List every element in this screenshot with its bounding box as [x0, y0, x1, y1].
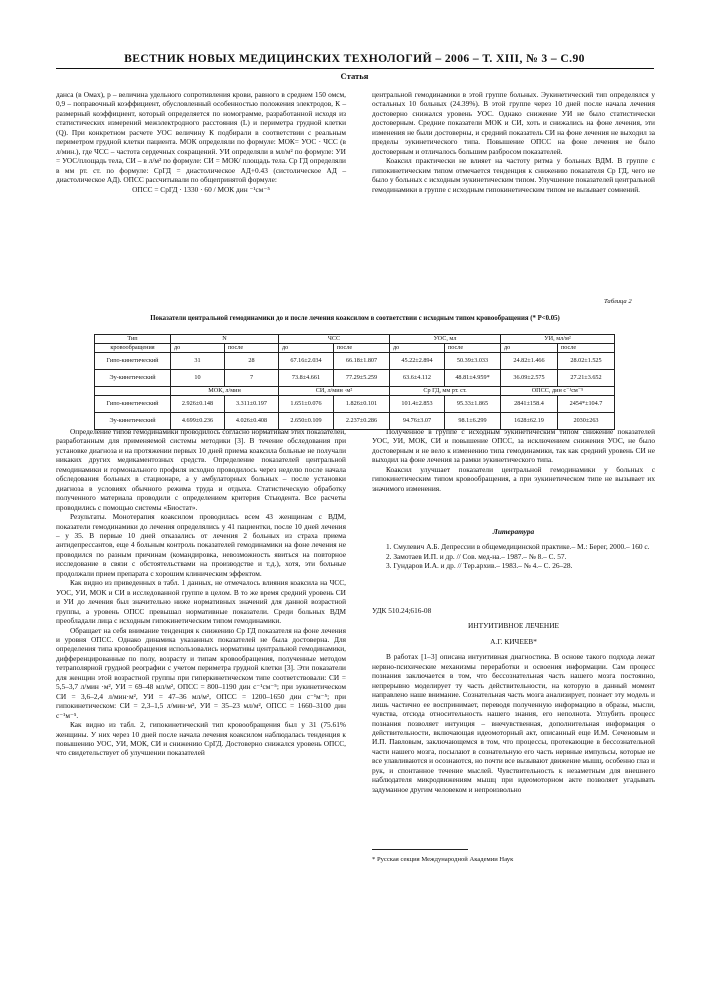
table-cell: 10	[171, 370, 225, 387]
table-cell: 31	[171, 353, 225, 370]
table-subheader: до	[279, 344, 334, 353]
paragraph: В работах [1–3] описана интуитивная диагностика. В основе такого подхода лежат нервно-психические механизмы переработки и освоения информации. Сам процесс познания заключается в том, что бессознательная часть нашего мозга постоянно, непрерывно моделирует ту часть действительности, на которую в данный момент направлено наше внимание. Сознательная часть мозга анализирует, познает эту модель и лишь частично ее воспринимает, переводя полученную информацию в образы, мысли, чувства, отсюда относительность нашего знания, его неполнота. Углубить процесс познания позволяет интуиция – внечувственная, дополнительная информация о действительности, включающая идеомоторный акт, описанный еще И.М. Сеченовым и И.П. Павловым, заключающемся в том, что процессы, протекающие в бессознательной части нашего мозга, посылают в сознательную его часть нервные импульсы, которые не все улавливаются и осознаются, но почти все вызывают движение мышц, особенно глаз и рук, и спонтанное течение мыслей. Чувствительность к незаметным для внешнего наблюдателя микродвижениям мышц при идеомоторном акте позволяет угадывать задуманное другим человеком и непроизвольно	[372, 652, 655, 794]
table-header: кровообращения	[95, 344, 171, 353]
table-header	[95, 387, 171, 396]
table-cell: 2.237±0.286	[334, 413, 390, 430]
left-column-bottom	[56, 427, 346, 758]
table-header: СИ, л/мин ·м²	[279, 387, 390, 396]
table-cell: 4.699±0.236	[171, 413, 225, 430]
table-number: Таблица 2	[604, 298, 632, 305]
table-row	[95, 396, 615, 413]
table-cell: 28.02±1.525	[558, 353, 615, 370]
paragraph: данса (в Омах), р – величина удельного сопротивления крови, равного в среднем 150 омсм, 0,9 – поправочный коэффициент, обусловленный особенностью положения электродов, К – размерный коэффициент, который определяется по номограмме, разработанной исходя из статистических измерений межэлектродного расстояния (L) и периметра грудной клетки (Q). При конкретном расчете УОС величину К подбирали в соответствии с реальным периметром грудной клетки пациента. МОК определяли по формуле: МОК= УОС · ЧСС (в л/мин.), где ЧСС – частота сердечных сокращений. УИ определяли в мл/м² по формуле: УИ = УОС/площадь тела, СИ – в л/м² по формуле: СИ = МОК/ площадь тела. Ср ГД определяли в мм рт. ст. по формуле: СрГД = диастолическое АД+0.43 (систолическое АД – диастолическое АД). ОПСС рассчитывали по общепринятой формуле:	[56, 90, 346, 185]
header-rule	[56, 68, 654, 69]
reference-item: 2. Замотаев И.П. и др. // Сов. мед-на.– 1987.– № 8.– С. 57.	[386, 551, 567, 561]
table-cell: 36.09±2.575	[501, 370, 558, 387]
table-cell: 7	[225, 370, 279, 387]
table-subheader-row	[95, 344, 615, 353]
table-cell: 27.21±3.652	[558, 370, 615, 387]
table-cell: Гипо-кинетический	[95, 353, 171, 370]
table-cell: 66.18±1.807	[334, 353, 390, 370]
paragraph: Коаксил улучшает показатели центральной гемодинамики у больных с гипокинетическим типом кровообращения, а при эукинетическом типе не вызывает их значимого изменения.	[372, 464, 655, 493]
table-row	[95, 353, 615, 370]
table-cell: 95.33±1.865	[445, 396, 501, 413]
right-column-top	[372, 90, 655, 194]
table-header-row	[95, 387, 615, 396]
table-subheader: после	[225, 344, 279, 353]
table-header: ЧСС	[279, 335, 390, 344]
literature	[372, 527, 655, 571]
table-cell: 24.82±1.466	[501, 353, 558, 370]
table-header: МОК, л/мин	[171, 387, 279, 396]
table-header: УОС, мл	[390, 335, 501, 344]
paragraph: Как видно из табл. 2, гипокинетический тип кровообращения был у 31 (75.61% женщины. У них через 10 дней после начала лечения коаксилом наблюдалась тенденция к повышению УОС, УИ, МОК, СИ и снижению СрГД. Достоверно снижался уровень ОПСС, что свидетельствует об улучшении показателей	[56, 720, 346, 758]
table-cell: 63.6±4.112	[390, 370, 445, 387]
table-header-row	[95, 335, 615, 344]
table-cell: 101.4±2.853	[390, 396, 445, 413]
table-header: Ср ГД, мм рт. ст.	[390, 387, 501, 396]
table-cell: 2.926±0.148	[171, 396, 225, 413]
table-cell: 2841±158.4	[501, 396, 558, 413]
table-subheader: до	[390, 344, 445, 353]
table-cell: 1.826±0.101	[334, 396, 390, 413]
table-header: УИ, мл/м²	[501, 335, 615, 344]
udc-code: УДК 510.24;616-08	[372, 606, 432, 615]
table-cell: 2.650±0.109	[279, 413, 334, 430]
paragraph: Как видно из приведенных в табл. 1 данных, не отмечалось влияния коаксила на ЧСС, УОС, УИ, МОК и СИ в исследованной группе в целом. В то же время средний уровень СИ и УИ до лечения был значительно ниже нормативных значений для данной возрастной группы, а уровень ОПСС превышал нормативные показатели. Среди больных ВДМ преобладали лица с исходным гипокинетическим типом гемодинамики.	[56, 578, 346, 626]
table-cell: 50.39±3.033	[445, 353, 501, 370]
paragraph: Обращает на себя внимание тенденция к снижению Ср ГД показателя на фоне лечения и уровня ОПСС. Однако динамика указанных показателей не была достоверна. Для определения типа кровообращения использовались нормативы центральной гемодинамики, дифференцированные по полу, возрасту и типам кровообращения, полученные методом тетраполярной грудной реографии с учетом периметра грудной клетки [3]. Эти показатели для женщин этой возрастной группы при гиперкинетическом типе соответствовали: СИ = 5,5–3,7 л/мин ·м², УИ = 69–48 мл/м², ОПСС = 800–1190 дин с⁻¹см⁻⁵; при эукинетическом СИ = 3,6–2,4 л/мин·м², УИ = 47–36 мл/м², ОПСС = 1200–1650 дин с⁻¹м⁻⁵; при гипокинетическом: СИ = 2,3–1,5 л/мин·м², УИ = 35–23 мл/м², ОПСС = 1660–3100 дин с⁻¹м⁻⁵.	[56, 625, 346, 720]
table-cell: 77.29±5.259	[334, 370, 390, 387]
paragraph: Коаксил практически не влияет на частоту ритма у больных ВДМ. В группе с гипокинетическим типом отмечается тенденция к снижению показателя Ср ГД, чего не было у больных с исходным эукинетическим типом. Улучшение показателей центральной гемодинамики в группе с исходным гипокинетическим типом не вызывает сомнений.	[372, 156, 655, 194]
table-cell: Эу-кинетический	[95, 370, 171, 387]
table-header: N	[171, 335, 279, 344]
table-cell: 73.8±4.661	[279, 370, 334, 387]
footnote-rule	[372, 849, 468, 850]
table-cell: Эу-кинетический	[95, 413, 171, 430]
article-title: ИНТУИТИВНОЕ ЛЕЧЕНИЕ	[467, 621, 560, 631]
paragraph: Определение типов гемодинамики проводилось согласно нормативам этих показателей, разработанным для применяемой системы методики [3]. В течение обследования при установке диагноза и на протяжении первых 10 дней приема коаксила больные не получали никаких других медикаментозных средств. Определение показателей центральной гемодинамики и гормонального профиля исходно проводилось через неделю после начала обследования больных в стационаре, а у амбулаторных больных – после установки диагноза в условиях обычного режима труда и отдыха. Статистическую обработку полученного материала проводили с определением критерия Стьюдента. Все расчеты проводились с помощью системы «Биостат».	[56, 427, 346, 512]
footnote: * Русская секция Международной Академии Наук	[372, 856, 514, 863]
paragraph: Полученное в группе с исходным эукинетическим типом снижение показателей УОС, УИ, МОК, СИ и повышение ОПСС, за исключением снижения УОС, не было достоверным и не вело к изменению типа гемодинамики, так как средний уровень СИ не выходил на фоне лечения за рамки эукинетического типа.	[372, 427, 655, 465]
table-subheader: после	[445, 344, 501, 353]
table-cell: 4.026±0.408	[225, 413, 279, 430]
table-subheader: до	[501, 344, 558, 353]
journal-header: ВЕСТНИК НОВЫХ МЕДИЦИНСКИХ ТЕХНОЛОГИЙ – 2006 – Т. XIII, № 3 – С.90	[124, 52, 585, 65]
table-subheader: после	[334, 344, 390, 353]
table-cell: 67.16±2.034	[279, 353, 334, 370]
reference-item: 1. Смулевич А.Б. Депрессии в общемедицинской практике.– М.: Берег, 2000.– 160 с.	[386, 542, 650, 552]
table-title: Показатели центральной гемодинамики до и после лечения коаксилом в соответствии с исходным типом кровообращения (* Р<0.05)	[150, 315, 560, 322]
table-cell: 1.651±0.076	[279, 396, 334, 413]
left-column-top	[56, 90, 346, 194]
table-cell: 2454*±104.7	[558, 396, 615, 413]
table-cell: 45.22±2.894	[390, 353, 445, 370]
table-cell: 48.81±4.959*	[445, 370, 501, 387]
table-cell: 28	[225, 353, 279, 370]
paragraph: Результаты. Монотерапия коаксилом проводилась всем 43 женщинам с ВДМ, показатели гемодинамики до лечения определялись у 41 пациентки, после 10 дней лечения – у 35. В первые 10 дней отказались от лечения 2 больных из страха приема антидепрессантов, еще 4 больным контроль показателей гемодинамики на фоне лечения не проводился по разным причинам (командировка, невозможность явиться на повторное исследование в связи с обстоятельствами на производстве и т.д.), хотя, эти больные продолжали прием препарата с хорошим клиническим эффектом.	[56, 512, 346, 578]
article-author: А.Г. КИЧЕЕВ*	[490, 636, 537, 646]
table-cell: 3.311±0.197	[225, 396, 279, 413]
article2	[372, 606, 655, 794]
table-header: ОПСС, дин с⁻¹см⁻⁵	[501, 387, 615, 396]
table-cell: Гипо-кинетический	[95, 396, 171, 413]
table-cell: 1628±62.19	[501, 413, 558, 430]
table-cell: 94.76±3.07	[390, 413, 445, 430]
table-cell: 2030±263	[558, 413, 615, 430]
paragraph: центральной гемодинамики в этой группе больных. Эукинетический тип определялся у остальных 10 больных (24.39%). В этой группе через 10 дней после начала лечения достоверно снижался уровень УОС. Однако снижение УИ не было статистически достоверным. Средние показатели МОК и СИ, хоть и снижались на фоне лечения, эти изменения не были достоверны, и средний показатель СИ на фоне лечения не выходил за пределы эукинетического типа. Повышение ОПСС на фоне лечения не было достоверным и отличалось большим разбросом показателей.	[372, 90, 655, 156]
table-row	[95, 370, 615, 387]
table-subheader: после	[558, 344, 615, 353]
right-column-bottom	[372, 427, 655, 493]
section-label: Статья	[340, 71, 369, 81]
literature-heading: Литература	[492, 527, 535, 536]
hemodynamics-table	[94, 334, 615, 430]
reference-item: 3. Гундаров И.А. и др. // Тер.архив.– 1983.– № 4.– С. 26–28.	[386, 561, 573, 571]
table-subheader: до	[171, 344, 225, 353]
table-cell: 98.1±6.299	[445, 413, 501, 430]
formula: ОПСС = СрГД · 1330 · 60 / МОК дин ⁻¹см⁻⁵	[132, 184, 270, 194]
table-header: Тип	[95, 335, 171, 344]
